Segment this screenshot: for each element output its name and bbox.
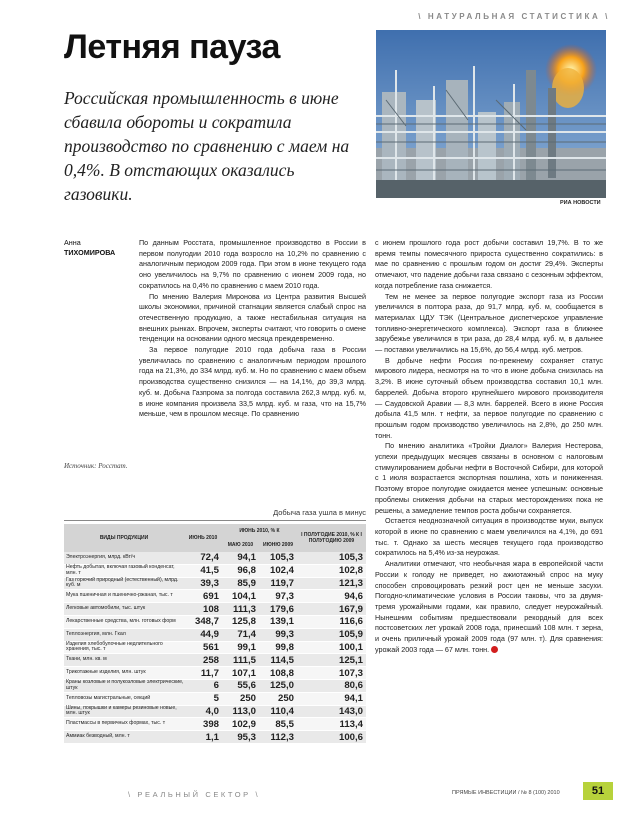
cell-name: Краны козловые и полукозловые электрические, штук bbox=[66, 679, 184, 691]
cell-jy: 97,3 bbox=[259, 590, 297, 603]
cell-name: Теплоэнергия, млн. Гкал bbox=[64, 628, 184, 641]
paragraph: По мнению аналитика «Тройки Диалог» Валерия Нестерова, успехи предыдущих месяцев связаны в основном с налоговым стимулированием добычи нефти в Восточной Сибири, для которой с 1 июля возрастается экспортная пошлина, хоть и пониженная. Поэтому второе полугодие ожидается менее успешным: основные проблемы снижения добычи на старых месторождениях пока не решены, а замедление темпов роста добычи сохраняется. bbox=[375, 441, 603, 515]
cell-jy: 105,3 bbox=[259, 552, 297, 564]
table-row bbox=[64, 590, 366, 603]
cell-june: 5 bbox=[184, 692, 222, 705]
cell-may: 125,8 bbox=[222, 615, 259, 628]
cell-jy: 110,4 bbox=[259, 705, 297, 718]
cell-june: 348,7 bbox=[184, 615, 222, 628]
table-row bbox=[64, 667, 366, 680]
industrial-photo bbox=[376, 30, 606, 198]
cell-name: Лекарственные средства, млн. готовых форм bbox=[64, 615, 184, 628]
paragraph: По мнению Валерия Миронова из Центра развития Высшей школы экономики, причиной стагнации является слабый спрос на отечественную продукцию, а также нестабильная ситуация на внешних рынках. Впрочем, эксперты считают, что говорить о смене тенденции на основании одного месяца преждевременно. bbox=[139, 291, 366, 344]
cell-june: 1,1 bbox=[184, 731, 222, 744]
cell-half: 116,6 bbox=[297, 615, 366, 628]
cell-jy: 85,5 bbox=[259, 718, 297, 731]
cell-half: 94,1 bbox=[297, 692, 366, 705]
table-row bbox=[64, 615, 366, 628]
production-table bbox=[64, 524, 366, 744]
cell-may: 55,6 bbox=[222, 679, 259, 692]
cell-half: 102,8 bbox=[297, 564, 366, 577]
cell-june: 398 bbox=[184, 718, 222, 731]
paragraph: Тем не менее за первое полугодие экспорт газа из России увеличился в полтора раза, до 91,7 млрд. куб. м, сообщается в материалах ЦДУ ТЭК (Центральное диспетчерское управление топливно-энергетического комплекса). Экспорт газа в ближнее зарубежье увеличился в три раза, до 28,4 млрд. куб. м, в дальнее — поставки увеличились на 15,6%, до 56,4 млрд. куб. метров. bbox=[375, 291, 603, 355]
cell-june: 691 bbox=[184, 590, 222, 603]
table-row bbox=[64, 603, 366, 616]
cell-name: Электроэнергия, млрд. кВт/ч bbox=[64, 552, 184, 564]
cell-name: Легковые автомобили, тыс. штук bbox=[64, 603, 184, 616]
cell-june: 44,9 bbox=[184, 628, 222, 641]
article-column-2 bbox=[375, 238, 603, 655]
cell-may: 85,9 bbox=[222, 577, 259, 590]
cell-june: 11,7 bbox=[184, 667, 222, 680]
header-june-2010: ИЮНЬ 2010 bbox=[184, 524, 222, 552]
paragraph: В добыче нефти Россия по-прежнему сохраняет статус мирового лидера, несмотря на то что в июне добыча снизилась на 3,2%. В июне суточный объем производства составил 10,1 млн. баррелей. Добыча второго крупнейшего мирового производителя — Саудовской Аравии — 8,3 млн. баррелей. Всего в июне Россия добыла 41,5 млн. т нефти, за первое полугодие по сравнению с прошлым годом производство увеличилось на 2,8%, до 250 млн. тонн. bbox=[375, 355, 603, 440]
footer-section: \ РЕАЛЬНЫЙ СЕКТОР \ bbox=[128, 790, 261, 799]
page-number: 51 bbox=[583, 782, 613, 800]
table-row bbox=[64, 705, 366, 718]
cell-name: Тепловозы магистральные, секций bbox=[64, 692, 184, 705]
end-of-article-icon bbox=[491, 646, 498, 653]
cell-june: 72,4 bbox=[184, 552, 222, 564]
paragraph-text: Аналитики отмечают, что необычная жара в европейской части России к голоду не приведет, но ажиотажный спрос на муку способен спровоцировать резкий рост цен не меньше засухи. Погодно-климатические условия в России таковы, что за двумя-тремя урожайными годами, как правило, следует неурожайный. Нынешним событиям предшествовали рекордный для всех постсоветских лет урожай 2008 года, принесший 108 млн. т зерна, и очень приличный урожай 2009 года (97 млн. т). Для сравнения: урожай 2003 года — 67 млн. тонн. bbox=[375, 559, 603, 654]
cell-jy: 112,3 bbox=[259, 731, 297, 744]
cell-name: Мука пшеничная и пшенично-ржаная, тыс. т bbox=[64, 590, 184, 603]
cell-may: 99,1 bbox=[222, 641, 259, 654]
cell-may: 102,9 bbox=[222, 718, 259, 731]
table-row bbox=[64, 641, 366, 654]
cell-half: 107,3 bbox=[297, 667, 366, 680]
cell-may: 95,3 bbox=[222, 731, 259, 744]
footer-issue: ПРЯМЫЕ ИНВЕСТИЦИИ / № 8 (100) 2010 bbox=[452, 790, 560, 796]
paragraph: За первое полугодие 2010 года добыча газа в России увеличилась по сравнению с аналогичным периодом прошлого года на 21,3%, до 334 млрд. куб. м. Но по сравнению с маем объем производства существенно снизился — на 14,1%, до 39,3 млрд. куб. м. Добыча Газпрома за полгода составила 262,3 млрд. куб. м, в июне компания произвела 33,5 млрд. куб. м газа, что на 15,7% меньше, чем в прошлом месяце. По сравнению bbox=[139, 345, 366, 419]
cell-half: 100,6 bbox=[297, 731, 366, 744]
header-product: ВИДЫ ПРОДУКЦИИ bbox=[64, 524, 184, 552]
cell-june: 108 bbox=[184, 603, 222, 616]
article-title: Летняя пауза bbox=[64, 28, 280, 66]
cell-may: 250 bbox=[222, 692, 259, 705]
cell-june: 6 bbox=[184, 679, 222, 692]
cell-jy: 114,5 bbox=[259, 654, 297, 667]
cell-june: 41,5 bbox=[184, 564, 222, 577]
cell-jy: 102,4 bbox=[259, 564, 297, 577]
cell-june: 258 bbox=[184, 654, 222, 667]
table-row bbox=[64, 679, 366, 692]
section-tag: \ НАТУРАЛЬНАЯ СТАТИСТИКА \ bbox=[418, 12, 610, 21]
cell-name: Газ горючий природный (естественный), млрд. куб. м bbox=[64, 577, 184, 590]
table-row bbox=[64, 654, 366, 667]
cell-half: 105,9 bbox=[297, 628, 366, 641]
cell-half: 100,1 bbox=[297, 641, 366, 654]
cell-name: Шины, покрышки и камеры резиновые новые, млн. штук bbox=[64, 705, 184, 718]
cell-half: 80,6 bbox=[297, 679, 366, 692]
table-row bbox=[64, 628, 366, 641]
table-row bbox=[64, 552, 366, 564]
cell-jy: 108,8 bbox=[259, 667, 297, 680]
cell-june: 561 bbox=[184, 641, 222, 654]
cell-may: 71,4 bbox=[222, 628, 259, 641]
cell-may: 113,0 bbox=[222, 705, 259, 718]
cell-half: 113,4 bbox=[297, 718, 366, 731]
article-lead: Российская промышленность в июне сбавила обороты и сократила производство по сравнению с маем на 0,4%. В отстающих оказались газовики. bbox=[64, 88, 350, 204]
paragraph: Остается неоднозначной ситуация в производстве муки, выпуск которой в июне по сравнению с маем увеличился на 4,1%, до 691 тыс. т. Однако за шесть месяцев текущего года производство сократилось на 5,4% из-за неурожая. bbox=[375, 516, 603, 558]
cell-may: 94,1 bbox=[222, 552, 259, 564]
cell-name: Пластмассы в первичных формах, тыс. т bbox=[64, 718, 184, 731]
cell-jy: 119,7 bbox=[259, 577, 297, 590]
cell-name: Ткани, млн. кв. м bbox=[64, 654, 184, 667]
cell-may: 96,8 bbox=[222, 564, 259, 577]
cell-name: Изделия хлебобулочные недлительного хранения, тыс. т bbox=[64, 641, 184, 654]
cell-jy: 99,3 bbox=[259, 628, 297, 641]
cell-may: 111,3 bbox=[222, 603, 259, 616]
table-row bbox=[64, 718, 366, 731]
photo-credit: РИА НОВОСТИ bbox=[560, 200, 601, 206]
cell-june: 39,3 bbox=[184, 577, 222, 590]
cell-half: 121,3 bbox=[297, 577, 366, 590]
cell-name: Трикотажные изделия, млн. штук bbox=[64, 667, 184, 680]
header-half-year: I ПОЛУГОДИЕ 2010, % К I ПОЛУГОДИЮ 2009 bbox=[297, 524, 366, 552]
paragraph: с июнем прошлого года рост добычи составил 19,7%. В то же время темпы помесячного прироста существенно сократились: в мае по сравнению с прошлым годом он достиг 29,4%. Эксперты отмечают, что падение добычи газа связано с сезонным эффектом, когда потребление газа снижается. bbox=[375, 238, 603, 290]
cell-june: 4,0 bbox=[184, 705, 222, 718]
table-caption: Добыча газа ушла в минус bbox=[64, 508, 366, 521]
cell-may: 107,1 bbox=[222, 667, 259, 680]
header-june-pct: ИЮНЬ 2010, % К bbox=[222, 524, 297, 538]
cell-name: Аммиак безводный, млн. т bbox=[64, 731, 184, 744]
cell-half: 143,0 bbox=[297, 705, 366, 718]
header-vs-june: ИЮНЮ 2009 bbox=[259, 538, 297, 552]
cell-name: Нефть добытая, включая газовый конденсат, млн. т bbox=[64, 564, 184, 577]
author-last-name: ТИХОМИРОВА bbox=[64, 248, 116, 257]
author-byline bbox=[64, 238, 115, 258]
cell-jy: 99,8 bbox=[259, 641, 297, 654]
cell-jy: 139,1 bbox=[259, 615, 297, 628]
cell-half: 167,9 bbox=[297, 603, 366, 616]
table-row bbox=[64, 577, 366, 590]
cell-may: 104,1 bbox=[222, 590, 259, 603]
cell-jy: 179,6 bbox=[259, 603, 297, 616]
cell-may: 111,5 bbox=[222, 654, 259, 667]
table-row bbox=[64, 731, 366, 744]
paragraph bbox=[375, 559, 603, 655]
cell-jy: 125,0 bbox=[259, 679, 297, 692]
article-column-1 bbox=[139, 238, 366, 420]
source-note: Источник: Росстат. bbox=[64, 462, 128, 470]
table-row bbox=[64, 564, 366, 577]
table-row bbox=[64, 692, 366, 705]
cell-jy: 250 bbox=[259, 692, 297, 705]
header-vs-may: МАЮ 2010 bbox=[222, 538, 259, 552]
cell-half: 94,6 bbox=[297, 590, 366, 603]
author-first-name: Анна bbox=[64, 238, 81, 247]
paragraph: По данным Росстата, промышленное производство в России в первом полугодии 2010 года возросло на 10,2% по сравнению с аналогичным периодом 2009 года. При этом в июне текущего года оно увеличилось на 9,7% по сравнению с июнем 2009 года, но сократилось на 0,4% по сравнению с маем 2010 года. bbox=[139, 238, 366, 290]
cell-half: 105,3 bbox=[297, 552, 366, 564]
cell-half: 125,1 bbox=[297, 654, 366, 667]
